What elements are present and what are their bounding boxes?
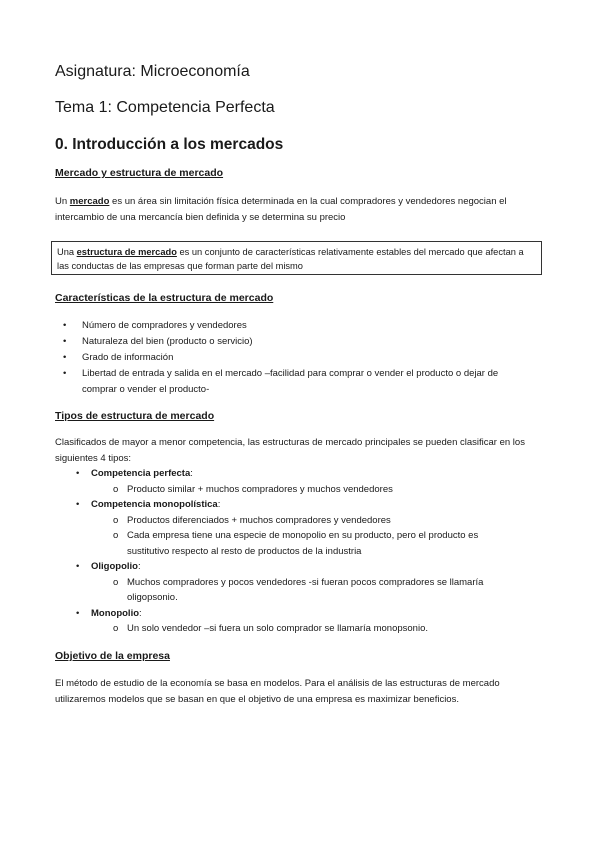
bullet-icon: • (63, 320, 67, 331)
bullet-icon: • (76, 468, 80, 479)
bullet-icon: • (63, 352, 67, 363)
estructura-definition-box: Una estructura de mercado es un conjunto de características relativamente estables del mercado que afectan a las conductas de las empresas que forman parte del mismo (51, 241, 542, 275)
term-mercado: mercado (69, 196, 110, 207)
paragraph-mercado-definition: Un mercado es un área sin limitación física determinada en la cual compradores y vendedores negocian el intercambio de una mercancía bien definida y se determina su precio (55, 196, 507, 223)
bullet-icon: • (76, 561, 80, 572)
sub-list-item: o Cada empresa tiene una especie de monopolio en su producto, pero el producto es sustitutivo respecto al resto de productos de la industria (113, 530, 479, 557)
list-item: • Libertad de entrada y salida en el mercado –facilidad para comprar o vender el producto o dejar de comprar o vender el producto- (63, 368, 499, 395)
list-item: • Grado de información (55, 350, 535, 366)
tipos-list (55, 466, 535, 637)
circle-bullet-icon: o (113, 623, 119, 634)
sub-list-item: o Un solo vendedor –si fuera un solo comprador se llamaría monopsonio. (55, 621, 507, 637)
circle-bullet-icon: o (113, 483, 119, 495)
type-competencia-perfecta: • Competencia perfecta: (55, 466, 535, 482)
heading-objetivo: Objetivo de la empresa (55, 650, 170, 662)
list-item: • Número de compradores y vendedores (55, 318, 535, 334)
bullet-icon: • (63, 368, 67, 379)
circle-bullet-icon: o (113, 576, 119, 588)
sub-list-item: o Producto similar + muchos compradores y muchos vendedores (55, 482, 507, 498)
circle-bullet-icon: o (113, 530, 119, 541)
type-competencia-monopolistica: • Competencia monopolística: (55, 497, 535, 513)
heading-caracteristicas: Características de la estructura de mercado (55, 292, 274, 304)
paragraph-objetivo: El método de estudio de la economía se basa en modelos. Para el análisis de las estructuras de mercado utilizaremos modelos que se basan en que el objetivo de una empresa es maximizar beneficios. (55, 678, 500, 705)
bullet-icon: • (63, 336, 67, 347)
topic-title: Tema 1: Competencia Perfecta (55, 99, 275, 116)
type-oligopolio: • Oligopolio: (55, 559, 535, 575)
type-monopolio: • Monopolio: (55, 606, 535, 622)
subject-title: Asignatura: Microeconomía (55, 63, 250, 80)
bullet-icon: • (76, 499, 80, 510)
sub-list-item: o Productos diferenciados + muchos compradores y vendedores (55, 513, 507, 529)
paragraph-tipos-intro: Clasificados de mayor a menor competencia, las estructuras de mercado principales se pueden clasificar en los siguientes 4 tipos: (55, 437, 525, 464)
circle-bullet-icon: o (113, 514, 119, 526)
sub-list-item: o Muchos compradores y pocos vendedores -si fueran pocos compradores se llamaría oligopsonio. (113, 576, 484, 603)
bullet-icon: • (76, 607, 80, 619)
caracteristicas-list (55, 318, 535, 398)
heading-tipos: Tipos de estructura de mercado (55, 410, 215, 422)
term-estructura-de-mercado: estructura de mercado (76, 247, 177, 257)
heading-mercado: Mercado y estructura de mercado (55, 167, 224, 179)
list-item: • Naturaleza del bien (producto o servicio) (55, 334, 535, 350)
section-title: 0. Introducción a los mercados (55, 136, 284, 153)
